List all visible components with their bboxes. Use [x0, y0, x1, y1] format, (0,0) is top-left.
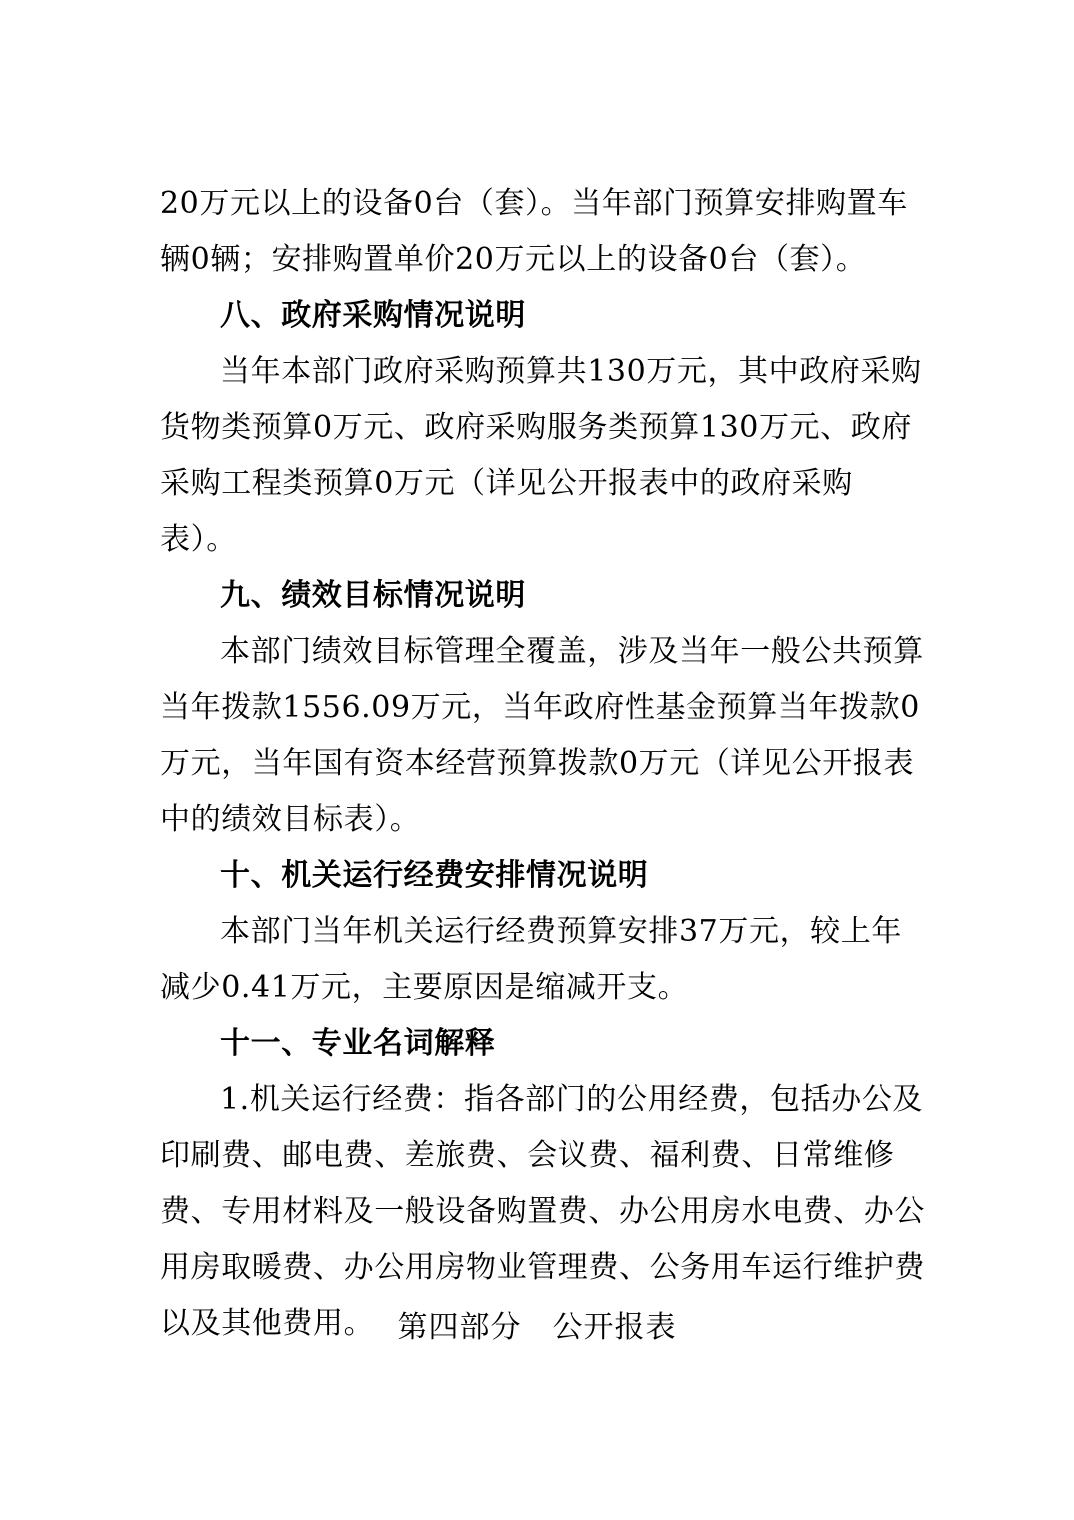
section-paragraph-operating-costs: 本部门当年机关运行经费预算安排37万元，较上年减少0.41万元，主要原因是缩减开支。 — [160, 914, 902, 1005]
section-heading-operating-costs: 十、机关运行经费安排情况说明 — [220, 858, 649, 893]
section-paragraph-procurement: 当年本部门政府采购预算共130万元，其中政府采购货物类预算0万元、政府采购服务类预算130万元、政府采购工程类预算0万元（详见公开报表中的政府采购表）。 — [160, 354, 922, 557]
part-title: 第四部分 公开报表 — [397, 1310, 677, 1345]
section-heading-procurement: 八、政府采购情况说明 — [220, 298, 526, 333]
section-paragraph-performance: 本部门绩效目标管理全覆盖，涉及当年一般公共预算当年拨款1556.09万元，当年政府性基金预算当年拨款0万元，当年国有资本经营预算拨款0万元（详见公开报表中的绩效目标表）。 — [160, 634, 924, 837]
document-body — [160, 176, 926, 1352]
section-heading-glossary: 十一、专业名词解释 — [220, 1026, 496, 1061]
continuation-paragraph: 20万元以上的设备0台（套）。当年部门预算安排购置车辆0辆；安排购置单价20万元以上的设备0台（套）。 — [160, 186, 908, 277]
section-paragraph-glossary: 1.机关运行经费：指各部门的公用经费，包括办公及印刷费、邮电费、差旅费、会议费、福利费、日常维修费、专用材料及一般设备购置费、办公用房水电费、办公用房取暖费、办公用房物业管理费、公务用车运行维护费以及其他费用。 — [160, 1082, 925, 1341]
section-heading-performance: 九、绩效目标情况说明 — [220, 578, 526, 613]
